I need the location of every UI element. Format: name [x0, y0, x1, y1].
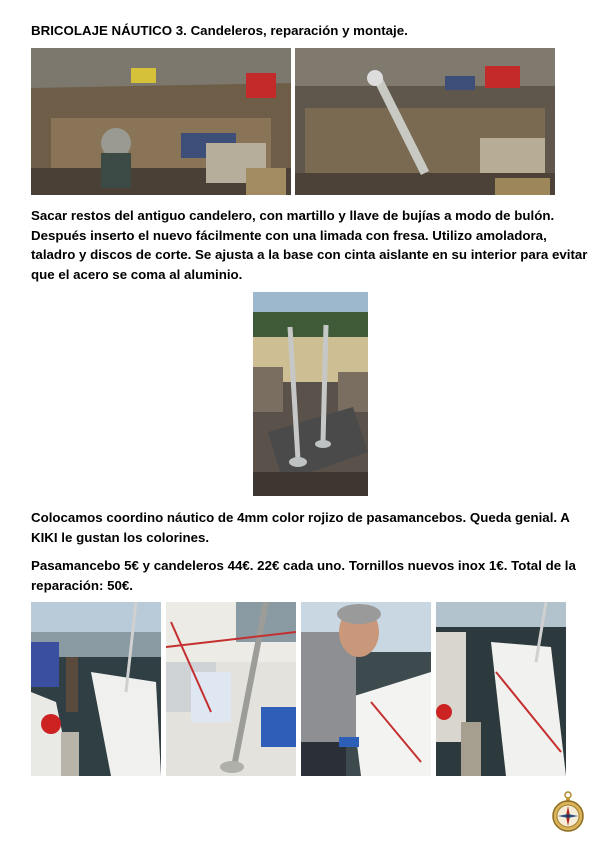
- photo-boat-marina: [31, 602, 161, 776]
- photo-workshop-stanchion: [295, 48, 555, 195]
- compass-icon: [552, 791, 584, 833]
- photo-boat-deck: [436, 602, 566, 776]
- paragraph-repair-steps: Sacar restos del antiguo candelero, con martillo y llave de bujías a modo de bulón. Después inserto el nuevo fácilmente con una limada con fresa. Utilizo amoladora, taladro y discos de corte. Se ajusta a la base con cinta aislante en su interior para evitar que el acero se coma al aluminio.: [31, 208, 588, 282]
- paragraph-lifeline: Colocamos coordino náutico de 4mm color rojizo de pasamancebos. Queda genial. A KIKI le gustan los colorines.: [31, 510, 570, 545]
- photo-man-with-boat: [301, 602, 431, 776]
- page-title: BRICOLAJE NÁUTICO 3. Candeleros, reparación y montaje.: [31, 23, 408, 38]
- photo-workshop-tools: [31, 48, 291, 195]
- paragraph-costs: Pasamancebo 5€ y candeleros 44€. 22€ cada uno. Tornillos nuevos inox 1€. Total de la reparación: 50€.: [31, 558, 576, 593]
- photo-stanchion-base: [166, 602, 296, 776]
- photo-new-stanchions: [253, 292, 368, 496]
